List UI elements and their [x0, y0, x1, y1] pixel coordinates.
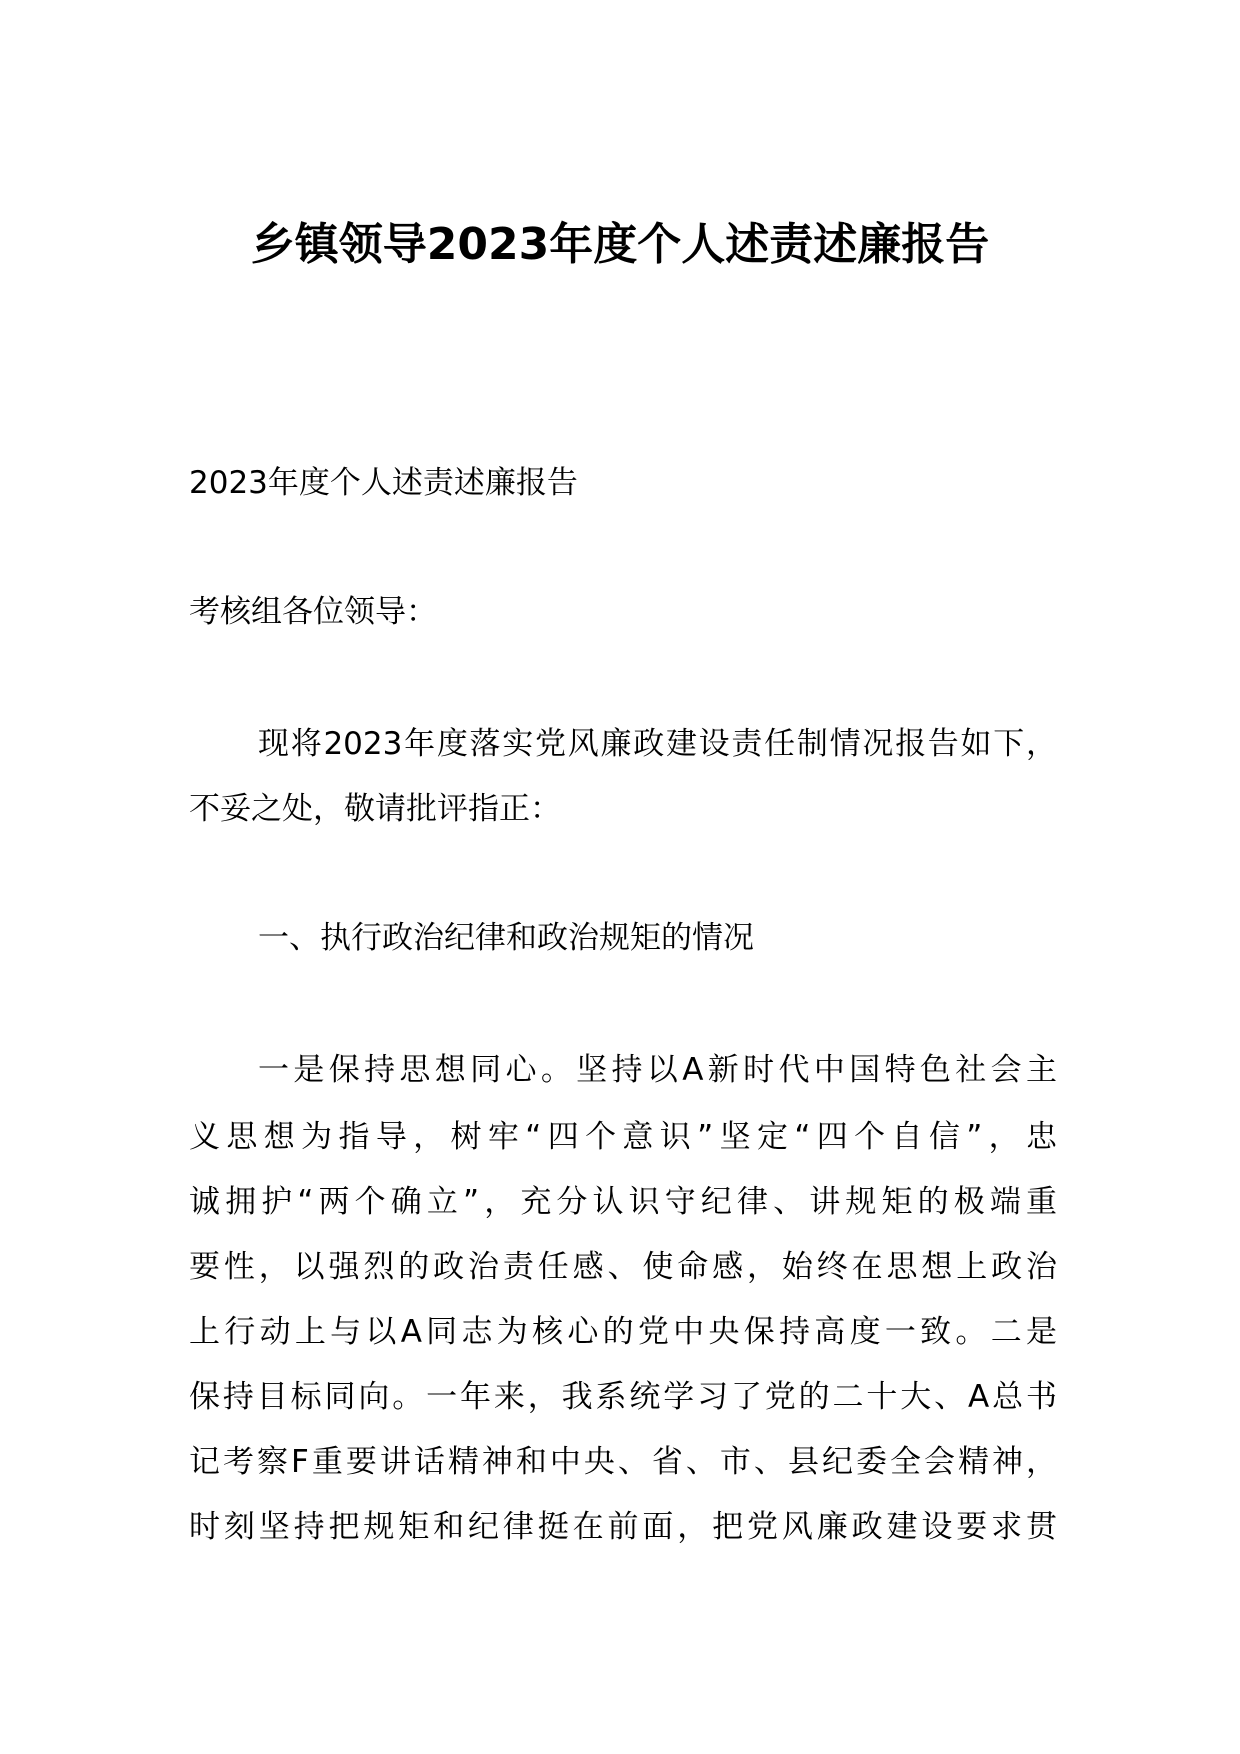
- paragraph-line: 要性，以强烈的政治责任感、使命感，始终在思想上政治: [189, 1249, 1057, 1285]
- document-title: 乡镇领导2023年度个人述责述廉报告: [250, 219, 990, 270]
- intro-line: 不妥之处，敬请批评指正：: [189, 791, 561, 827]
- paragraph-line: 记考察F重要讲话精神和中央、省、市、县纪委全会精神，: [189, 1444, 1057, 1480]
- paragraph-line: 保持目标同向。一年来，我系统学习了党的二十大、A总书: [189, 1379, 1057, 1415]
- paragraph-line: 诚拥护“两个确立”，充分认识守纪律、讲规矩的极端重: [189, 1184, 1057, 1220]
- paragraph-line: 上行动上与以A同志为核心的党中央保持高度一致。二是: [189, 1314, 1057, 1350]
- paragraph-line: 一是保持思想同心。坚持以A新时代中国特色社会主: [258, 1052, 1057, 1088]
- section-heading: 一、执行政治纪律和政治规矩的情况: [258, 920, 754, 956]
- report-subtitle: 2023年度个人述责述廉报告: [189, 465, 578, 501]
- salutation: 考核组各位领导：: [189, 594, 437, 630]
- paragraph-line: 时刻坚持把规矩和纪律挺在前面，把党风廉政建设要求贯: [189, 1509, 1057, 1545]
- intro-line: 现将2023年度落实党风廉政建设责任制情况报告如下，: [258, 726, 1057, 762]
- paragraph-line: 义思想为指导，树牢“四个意识”坚定“四个自信”，忠: [189, 1119, 1057, 1155]
